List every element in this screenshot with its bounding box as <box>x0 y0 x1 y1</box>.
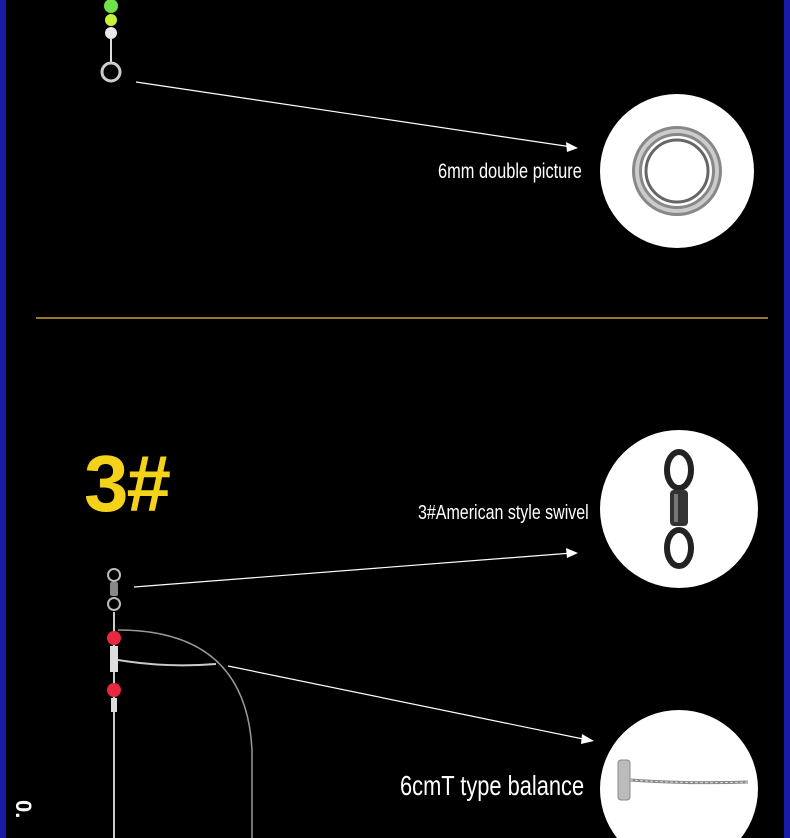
product-diagram <box>6 0 784 838</box>
swivel-photo <box>600 430 758 588</box>
swivel-small-eye <box>108 598 120 610</box>
arrow-line-t <box>228 666 588 740</box>
arrow-head-t <box>581 734 594 744</box>
label-swivel: 3#American style swivel <box>418 502 589 524</box>
stopper <box>111 698 117 712</box>
split-ring-small-icon <box>102 63 120 81</box>
swivel-barrel <box>110 582 118 596</box>
section-number: 3# <box>84 439 169 528</box>
side-text: 0. <box>11 800 36 819</box>
swivel-small-icon <box>108 569 120 581</box>
bead-red-top <box>107 631 121 645</box>
leader-curve <box>118 630 252 838</box>
bead-green <box>104 0 118 13</box>
arrow-head-swivel <box>566 548 578 558</box>
t-balance-sleeve <box>110 646 118 672</box>
bead-red-bottom <box>107 683 121 697</box>
arrow-line-ring <box>136 82 572 147</box>
bead-white <box>105 27 117 39</box>
t-balance-photo <box>600 710 758 838</box>
label-t-balance: 6cmT type balance <box>400 770 585 801</box>
swivel-icon <box>600 430 758 588</box>
arrow-head-ring <box>566 142 578 152</box>
split-ring-icon <box>600 94 754 248</box>
split-ring-photo <box>600 94 754 248</box>
t-balance-arm <box>118 660 216 665</box>
label-split-ring: 6mm double picture <box>438 160 582 183</box>
arrow-line-swivel <box>134 553 572 587</box>
t-balance-icon <box>600 710 758 838</box>
bead-lime <box>105 14 117 26</box>
